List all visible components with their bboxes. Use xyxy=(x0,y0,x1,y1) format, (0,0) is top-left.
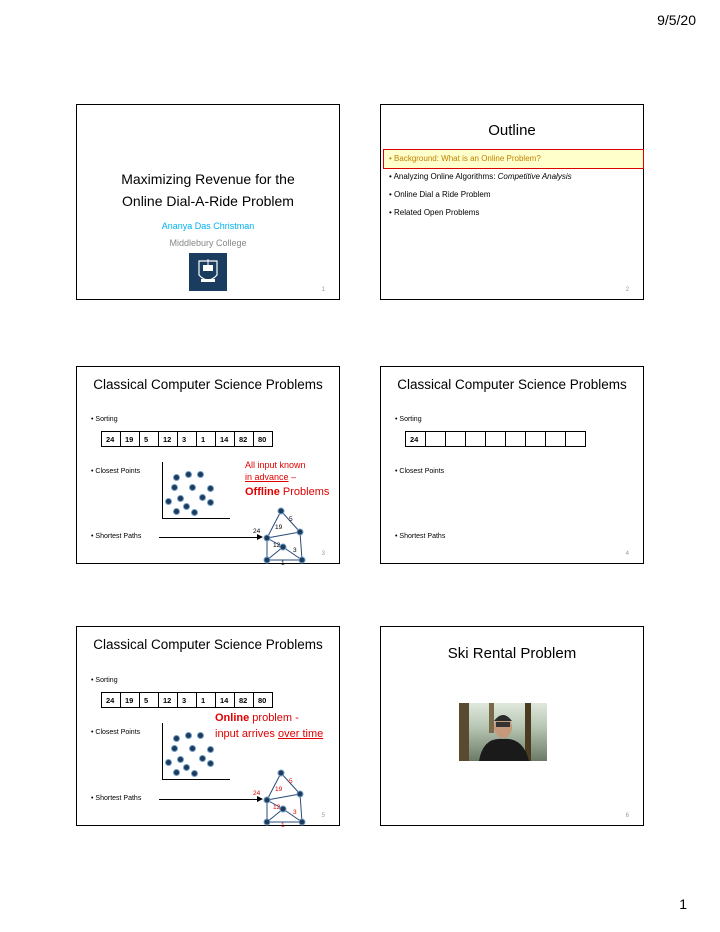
edge-weight-label: 5 xyxy=(289,516,293,523)
slide3-sorting: • Sorting xyxy=(91,416,118,423)
scatter-point xyxy=(171,745,178,752)
skier-image xyxy=(459,703,547,761)
array-cell: 80 xyxy=(254,693,273,708)
scatter-point xyxy=(165,759,172,766)
slide3-note2: in advance – xyxy=(245,472,297,482)
array-cell: 3 xyxy=(178,693,197,708)
scatter-point xyxy=(173,769,180,776)
scatter-point xyxy=(189,745,196,752)
array-cell: 24 xyxy=(406,432,426,447)
outline-item-4: • Related Open Problems xyxy=(389,208,479,217)
slide-4 xyxy=(380,366,644,564)
array-cell: 14 xyxy=(216,693,235,708)
edge-weight-label: 24 xyxy=(253,790,261,797)
scatter-point xyxy=(197,471,204,478)
edge-weight-label: 5 xyxy=(289,778,293,785)
slide4-array xyxy=(405,431,586,447)
slide4-closest: • Closest Points xyxy=(395,468,444,475)
array-cell: 12 xyxy=(159,693,178,708)
scatter-point xyxy=(173,474,180,481)
edge-weight-label: 19 xyxy=(275,786,283,793)
array-cell: 5 xyxy=(140,693,159,708)
scatter-point xyxy=(183,764,190,771)
slide3-note3: Offline Problems xyxy=(245,486,330,498)
slide5-closest: • Closest Points xyxy=(91,729,140,736)
edge-weight-label: 12 xyxy=(273,542,281,549)
graph-edge xyxy=(300,794,302,822)
array-cell: 12 xyxy=(159,432,178,447)
graph-edge xyxy=(300,532,302,560)
slide-2 xyxy=(380,104,644,300)
page-date: 9/5/20 xyxy=(657,12,696,28)
array-cell xyxy=(486,432,506,447)
slide3-array xyxy=(101,431,273,447)
array-cell: 3 xyxy=(178,432,197,447)
edge-weight-label: 3 xyxy=(293,547,297,554)
slide5-array xyxy=(101,692,273,708)
edge-weight-label: 3 xyxy=(293,809,297,816)
outline-item-2: • Analyzing Online Algorithms: Competitive Analysis xyxy=(389,172,572,181)
slide3-graph xyxy=(247,507,317,565)
array-cell: 82 xyxy=(235,693,254,708)
slide2-title: Outline xyxy=(488,122,536,139)
college-logo xyxy=(189,253,227,291)
scatter-point xyxy=(199,755,206,762)
scatter-point xyxy=(165,498,172,505)
graph-node xyxy=(264,797,270,803)
array-cell xyxy=(466,432,486,447)
edge-weight-label: 1 xyxy=(281,560,285,565)
slide3-note1: All input known xyxy=(245,460,306,470)
slide3-closest: • Closest Points xyxy=(91,468,140,475)
graph-edge xyxy=(267,794,300,800)
slide1-title-line1: Maximizing Revenue for the xyxy=(121,171,295,187)
edge-weight-label: 24 xyxy=(253,528,261,535)
slide5-graph xyxy=(247,769,317,827)
slide1-title-line2: Online Dial-A-Ride Problem xyxy=(122,193,294,209)
slide5-scatter-yaxis xyxy=(162,723,163,779)
scatter-point xyxy=(207,760,214,767)
slide2-number: 2 xyxy=(625,287,629,293)
scatter-point xyxy=(177,756,184,763)
graph-node xyxy=(264,819,270,825)
edge-weight-label: 19 xyxy=(275,524,283,531)
array-cell: 19 xyxy=(121,693,140,708)
slide3-scatter-xaxis xyxy=(162,518,230,519)
array-cell: 1 xyxy=(197,432,216,447)
scatter-point xyxy=(173,735,180,742)
array-cell xyxy=(426,432,446,447)
slide5-note2: input arrives over time xyxy=(215,728,324,740)
slide5-scatter-xaxis xyxy=(162,779,230,780)
slide-5 xyxy=(76,626,340,826)
slide1-affiliation: Middlebury College xyxy=(169,238,247,248)
scatter-point xyxy=(197,732,204,739)
scatter-point xyxy=(173,508,180,515)
array-cell: 19 xyxy=(121,432,140,447)
scatter-point xyxy=(191,509,198,516)
slide5-number: 5 xyxy=(321,813,325,819)
scatter-point xyxy=(185,471,192,478)
array-cell xyxy=(526,432,546,447)
slide-6 xyxy=(380,626,644,826)
graph-node xyxy=(278,508,284,514)
slide4-number: 4 xyxy=(625,551,629,557)
array-cell: 14 xyxy=(216,432,235,447)
scatter-point xyxy=(207,485,214,492)
array-cell: 1 xyxy=(197,693,216,708)
array-cell: 24 xyxy=(102,693,121,708)
graph-node xyxy=(280,806,286,812)
slide6-number: 6 xyxy=(625,813,629,819)
slide3-title: Classical Computer Science Problems xyxy=(93,377,323,392)
array-cell: 24 xyxy=(102,432,121,447)
graph-edge xyxy=(267,532,300,538)
slide3-shortest: • Shortest Paths xyxy=(91,533,141,540)
scatter-point xyxy=(199,494,206,501)
edge-weight-label: 1 xyxy=(281,822,285,827)
slide1-author: Ananya Das Christman xyxy=(161,221,255,231)
graph-node xyxy=(299,819,305,825)
outline-item-1: • Background: What is an Online Problem? xyxy=(389,154,541,163)
graph-node xyxy=(297,791,303,797)
array-cell: 5 xyxy=(140,432,159,447)
slide5-arrow xyxy=(159,799,259,800)
scatter-point xyxy=(207,746,214,753)
graph-node xyxy=(264,557,270,563)
slide-1 xyxy=(76,104,340,300)
array-cell: 80 xyxy=(254,432,273,447)
graph-node xyxy=(297,529,303,535)
graph-node xyxy=(278,770,284,776)
array-cell xyxy=(546,432,566,447)
page-number: 1 xyxy=(679,896,687,912)
outline-item-3: • Online Dial a Ride Problem xyxy=(389,190,491,199)
scatter-point xyxy=(207,499,214,506)
slide3-scatter-yaxis xyxy=(162,462,163,518)
slide4-shortest: • Shortest Paths xyxy=(395,533,445,540)
slide6-title: Ski Rental Problem xyxy=(447,645,577,662)
array-cell xyxy=(506,432,526,447)
slide3-number: 3 xyxy=(321,551,325,557)
scatter-point xyxy=(191,770,198,777)
scatter-point xyxy=(177,495,184,502)
skier-photo xyxy=(459,703,547,761)
array-cell xyxy=(446,432,466,447)
edge-weight-label: 12 xyxy=(273,804,281,811)
graph-node xyxy=(280,544,286,550)
slide5-shortest: • Shortest Paths xyxy=(91,795,141,802)
array-cell xyxy=(566,432,586,447)
array-cell: 82 xyxy=(235,432,254,447)
scatter-point xyxy=(183,503,190,510)
slide4-title: Classical Computer Science Problems xyxy=(397,377,627,392)
scatter-point xyxy=(171,484,178,491)
slide5-sorting: • Sorting xyxy=(91,677,118,684)
graph-node xyxy=(299,557,305,563)
scatter-point xyxy=(189,484,196,491)
slide4-sorting: • Sorting xyxy=(395,416,422,423)
slide5-note1: Online problem - xyxy=(215,712,299,724)
crest-icon xyxy=(189,253,227,291)
scatter-point xyxy=(185,732,192,739)
slide-3 xyxy=(76,366,340,564)
slide5-title: Classical Computer Science Problems xyxy=(93,637,323,652)
slide1-number: 1 xyxy=(321,287,325,293)
graph-node xyxy=(264,535,270,541)
slide3-arrow xyxy=(159,537,259,538)
